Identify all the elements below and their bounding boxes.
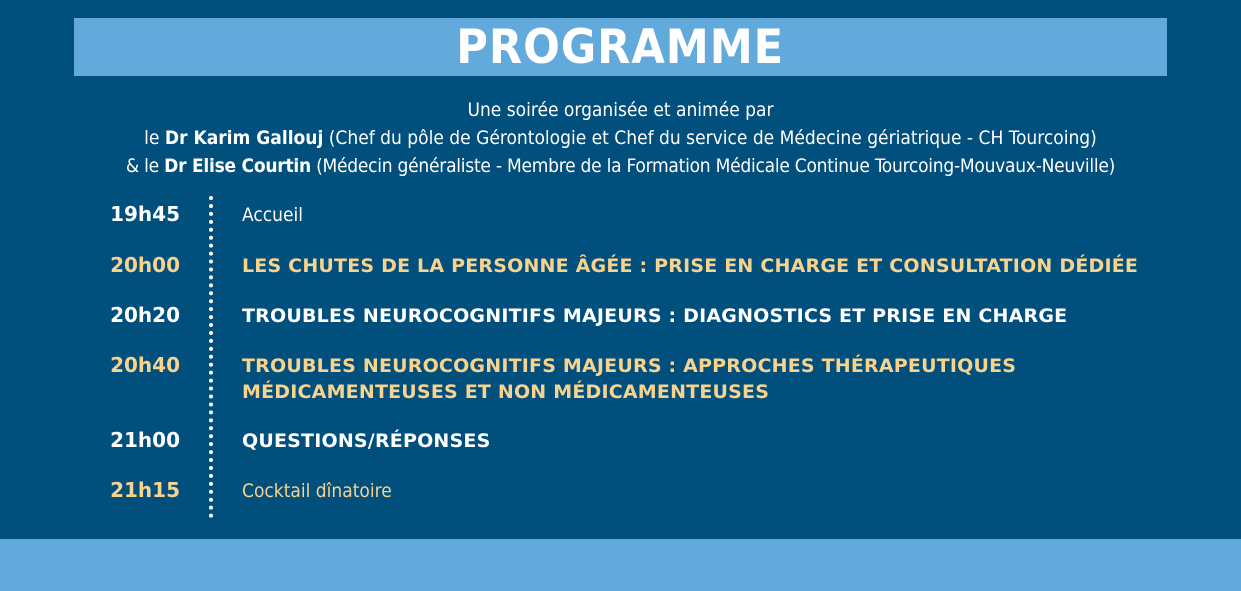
timeline-divider [209,196,213,518]
schedule-label-line-2: MÉDICAMENTEUSES ET NON MÉDICAMENTEUSES [242,381,770,403]
schedule-label [242,353,1202,405]
speaker-1-name: Dr Karim Gallouj [164,127,324,149]
speaker-2-name: Dr Elise Courtin [164,155,311,177]
intro-line-3 [0,152,1241,180]
schedule-time: 19h45 [110,202,180,226]
schedule-label: TROUBLES NEUROCOGNITIFS MAJEURS : DIAGNOSTICS ET PRISE EN CHARGE [242,305,1068,327]
schedule-label: LES CHUTES DE LA PERSONNE ÂGÉE : PRISE EN CHARGE ET CONSULTATION DÉDIÉE [242,255,1139,277]
speaker-2-role: (Médecin généraliste - Membre de la Formation Médicale Continue Tourcoing-Mouvaux-Neuville) [310,155,1116,177]
schedule-time: 21h00 [110,428,180,452]
schedule-time: 20h20 [110,303,180,327]
page-title: PROGRAMME [456,19,785,75]
schedule-label: Cocktail dînatoire [242,480,392,502]
schedule-time: 20h00 [110,253,180,277]
schedule-time: 21h15 [110,478,180,502]
schedule-label-line-1: TROUBLES NEUROCOGNITIFS MAJEURS : APPROCHES THÉRAPEUTIQUES [242,355,1017,377]
intro-line-3-prefix: & le [125,155,165,177]
schedule-label: QUESTIONS/RÉPONSES [242,430,491,452]
speaker-1-role: (Chef du pôle de Gérontologie et Chef du service de Médecine gériatrique - CH Tourcoing) [323,127,1097,149]
intro-text [0,96,1241,180]
intro-line-1: Une soirée organisée et animée par [467,99,774,121]
intro-line-2-prefix: le [144,127,165,149]
schedule-time: 20h40 [110,353,180,377]
footer-band [0,539,1241,591]
schedule-label: Accueil [242,204,304,226]
title-band [74,18,1167,76]
intro-line-2 [0,124,1241,152]
